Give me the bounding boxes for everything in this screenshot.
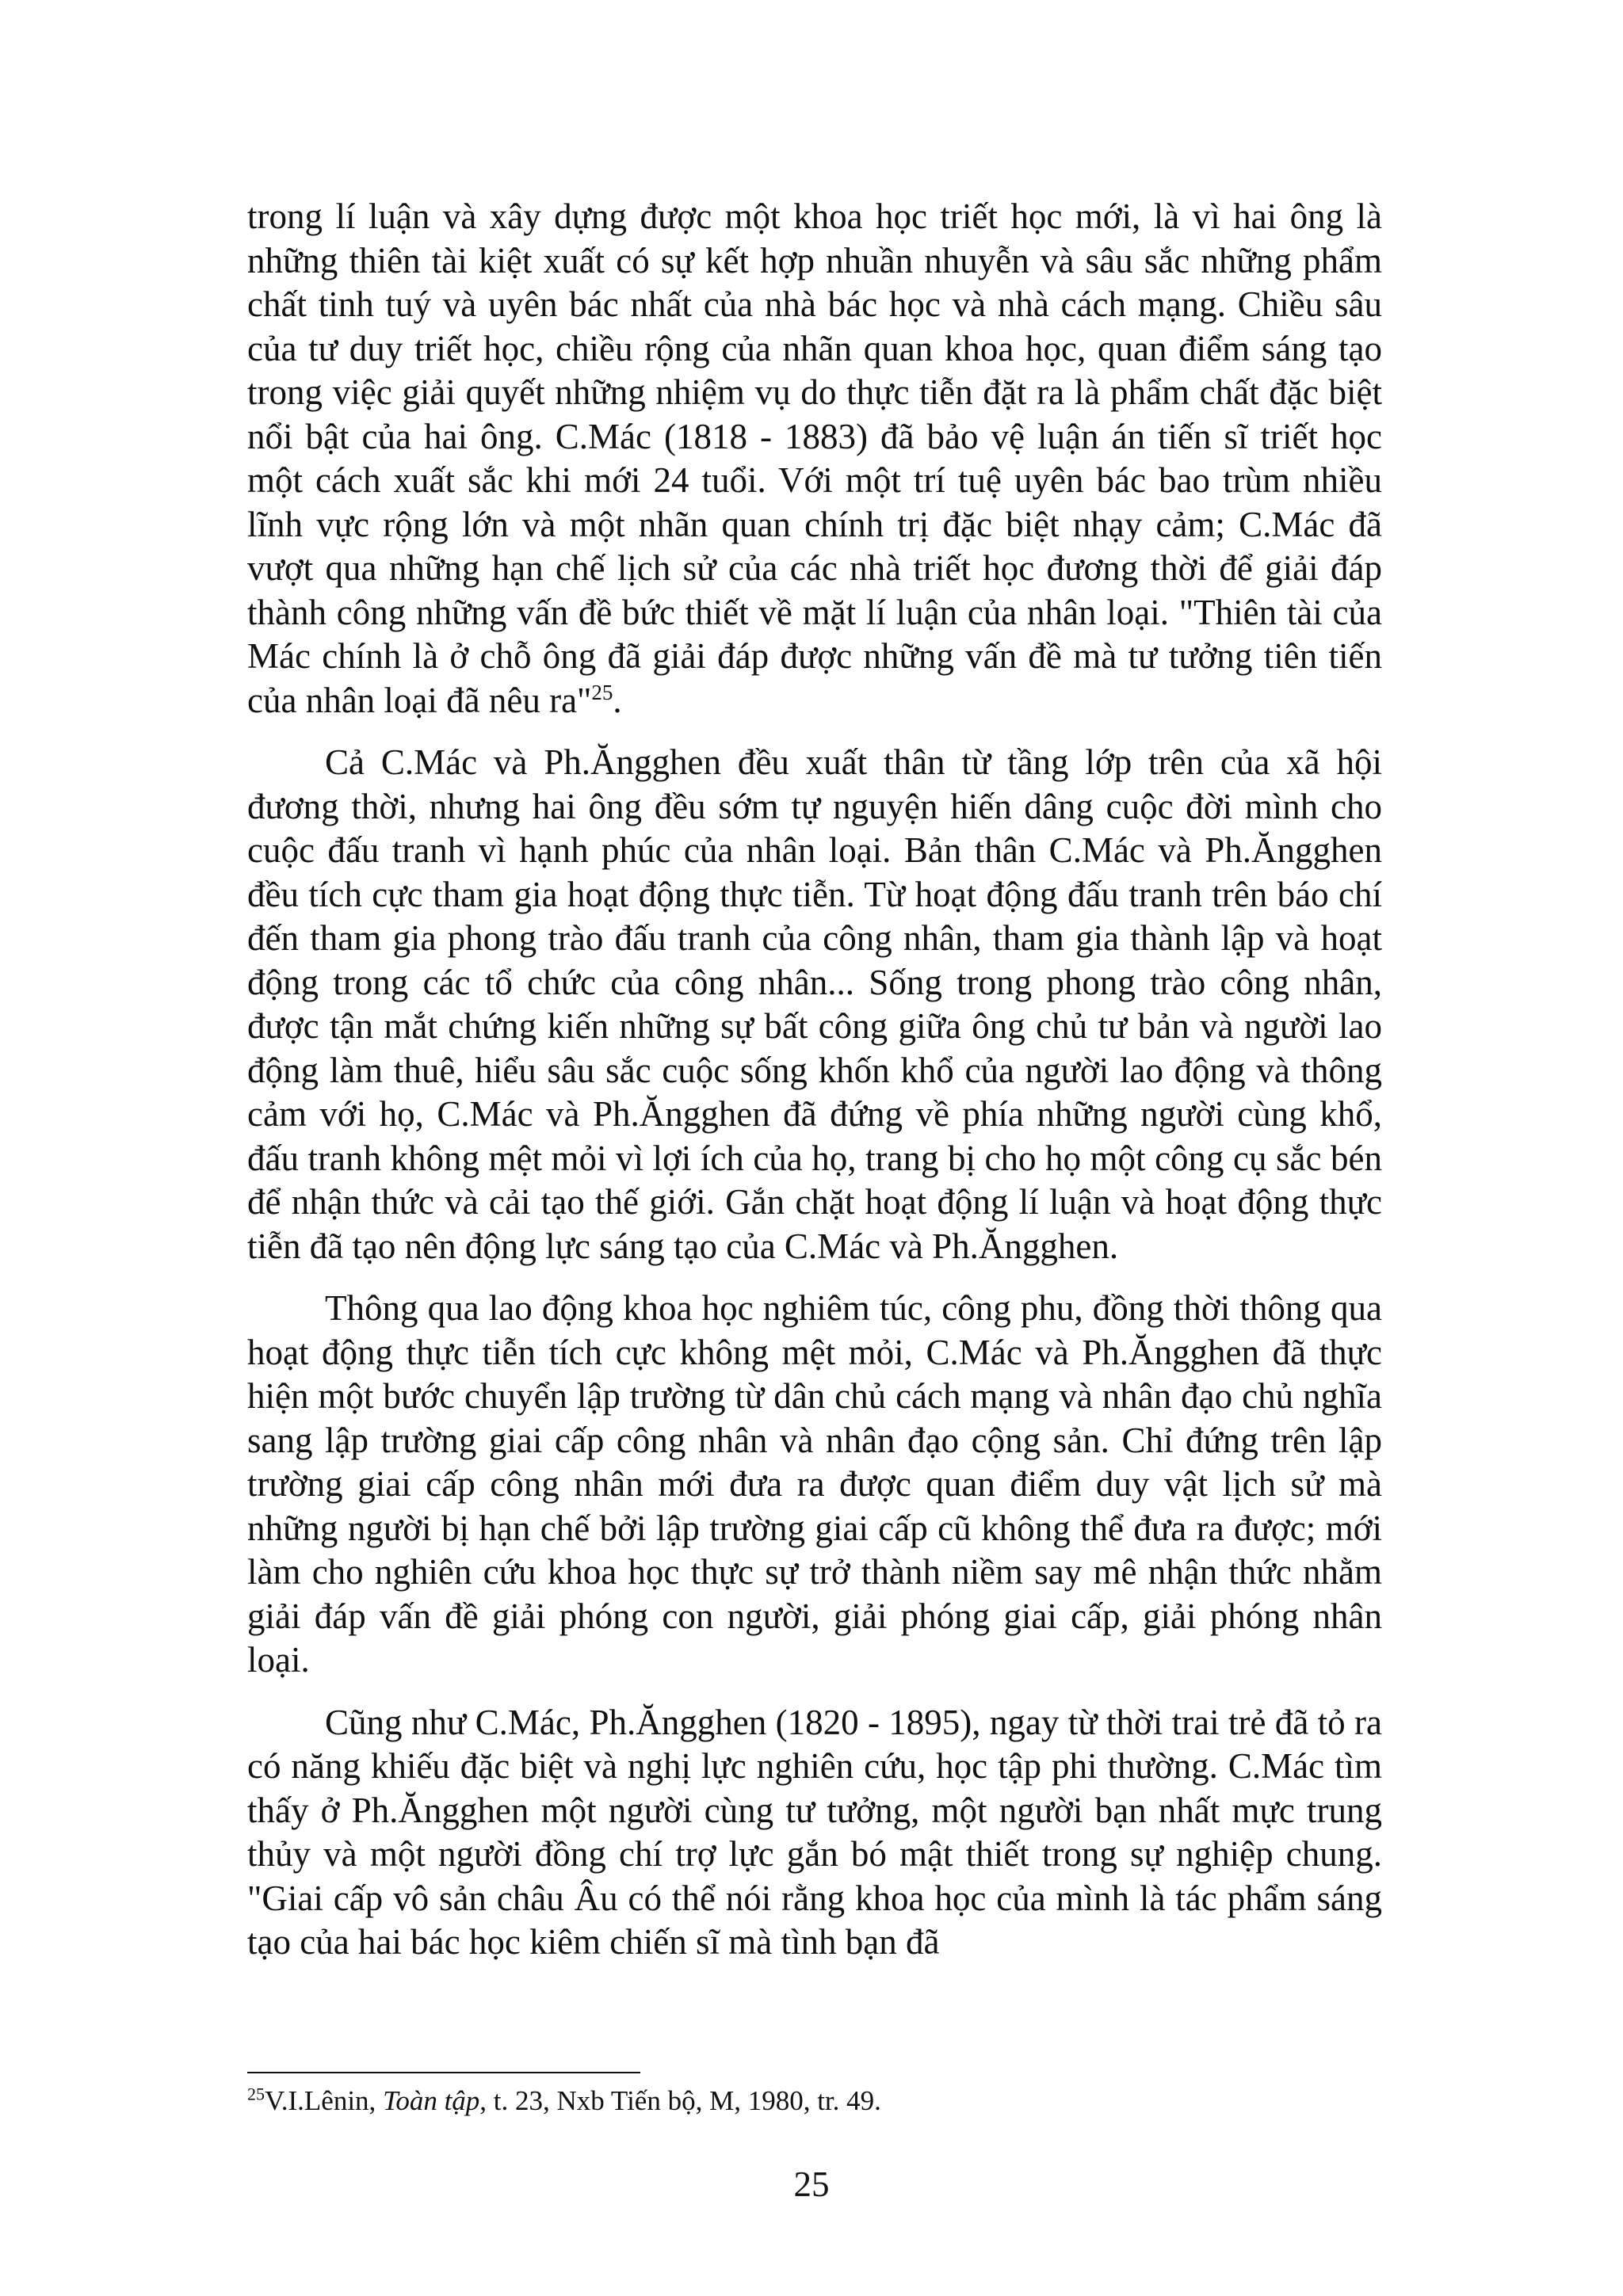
- paragraph-1-tail: .: [613, 680, 622, 720]
- footnote-details: , t. 23, Nxb Tiến bộ, M, 1980, tr. 49.: [479, 2085, 881, 2116]
- footnote-reference[interactable]: 25: [591, 680, 613, 704]
- paragraph-4: Cũng như C.Mác, Ph.Ăngghen (1820 - 1895), ngay từ thời trai trẻ đã tỏ ra có năng khiếu đặc biệt và nghị lực nghiên cứu, học tập phi thường. C.Mác tìm thấy ở Ph.Ăngghen một người cùng tư tưởng, một người bạn nhất mực trung thủy và một người đồng chí trợ lực gắn bó mật thiết trong sự nghiệp chung. "Giai cấp vô sản châu Âu có thể nói rằng khoa học của mình là tác phẩm sáng tạo của hai bác học kiêm chiến sĩ mà tình bạn đã: [247, 1702, 1382, 1962]
- footnote-title: Toàn tập: [383, 2085, 480, 2116]
- body-text: [247, 195, 1382, 1983]
- footnote-author: V.I.Lênin,: [265, 2085, 384, 2116]
- paragraph-2: Cả C.Mác và Ph.Ăngghen đều xuất thân từ tầng lớp trên của xã hội đương thời, nhưng hai ông đều sớm tự nguyện hiến dâng cuộc đời mình cho cuộc đấu tranh vì hạnh phúc của nhân loại. Bản thân C.Mác và Ph.Ăngghen đều tích cực tham gia hoạt động thực tiễn. Từ hoạt động đấu tranh trên báo chí đến tham gia phong trào đấu tranh của công nhân, tham gia thành lập và hoạt động trong các tổ chức của công nhân... Sống trong phong trào công nhân, được tận mắt chứng kiến những sự bất công giữa ông chủ tư bản và người lao động làm thuê, hiểu sâu sắc cuộc sống khốn khổ của người lao động và thông cảm với họ, C.Mác và Ph.Ăngghen đã đứng về phía những người cùng khổ, đấu tranh không mệt mỏi vì lợi ích của họ, trang bị cho họ một công cụ sắc bén để nhận thức và cải tạo thế giới. Gắn chặt hoạt động lí luận và hoạt động thực tiễn đã tạo nên động lực sáng tạo của C.Mác và Ph.Ăngghen.: [247, 742, 1382, 1266]
- page-number: 25: [793, 2164, 830, 2204]
- footnote-separator: [247, 2072, 640, 2073]
- paragraph-1-text: trong lí luận và xây dựng được một khoa học triết học mới, là vì hai ông là những thiên tài kiệt xuất có sự kết hợp nhuần nhuyễn và sâu sắc những phẩm chất tinh tuý và uyên bác nhất của nhà bác học và nhà cách mạng. Chiều sâu của tư duy triết học, chiều rộng của nhãn quan khoa học, quan điểm sáng tạo trong việc giải quyết những nhiệm vụ do thực tiễn đặt ra là phẩm chất đặc biệt nổi bật của hai ông. C.Mác (1818 - 1883) đã bảo vệ luận án tiến sĩ triết học một cách xuất sắc khi mới 24 tuổi. Với một trí tuệ uyên bác bao trùm nhiều lĩnh vực rộng lớn và một nhãn quan chính trị đặc biệt nhạy cảm; C.Mác đã vượt qua những hạn chế lịch sử của các nhà triết học đương thời để giải đáp thành công những vấn đề bức thiết về mặt lí luận của nhân loại. "Thiên tài của Mác chính là ở chỗ ông đã giải đáp được những vấn đề mà tư tưởng tiên tiến của nhân loại đã nêu ra": [247, 196, 1382, 720]
- footnote-number: 25: [247, 2084, 265, 2104]
- paragraph-1: [247, 195, 1382, 723]
- paragraph-3: Thông qua lao động khoa học nghiêm túc, công phu, đồng thời thông qua hoạt động thực tiễn tích cực không mệt mỏi, C.Mác và Ph.Ăngghen đã thực hiện một bước chuyển lập trường từ dân chủ cách mạng và nhân đạo chủ nghĩa sang lập trường giai cấp công nhân và nhân đạo cộng sản. Chỉ đứng trên lập trường giai cấp công nhân mới đưa ra được quan điểm duy vật lịch sử mà những người bị hạn chế bởi lập trường giai cấp cũ không thể đưa ra được; mới làm cho nghiên cứu khoa học thực sự trở thành niềm say mê nhận thức nhằm giải đáp vấn đề giải phóng con người, giải phóng giai cấp, giải phóng nhân loại.: [247, 1288, 1382, 1680]
- footnote: [247, 2084, 1382, 2119]
